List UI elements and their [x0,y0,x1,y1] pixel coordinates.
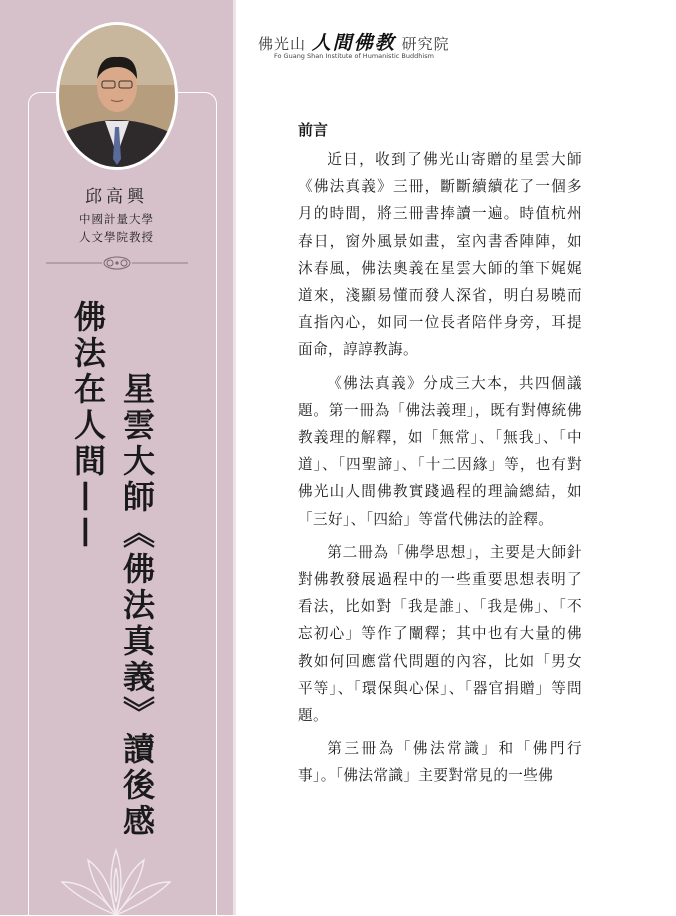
paragraph: 近日，收到了佛光山寄贈的星雲大師《佛法真義》三冊，斷斷續續花了一個多月的時間，將三冊書捧讀一遍。時值杭州春日，窗外風景如畫，室內書香陣陣，如沐春風，佛法奧義在星雲大師的筆下娓娓道來，淺顯易懂而發人深省，明白易曉而直指內心，如同一位長者陪伴身旁，耳提面命，諄諄教誨。 [298,151,582,359]
logo-subtitle: Fo Guang Shan Institute of Humanistic Buddhism [274,52,434,60]
page-edge-divider [233,0,236,915]
paragraph: 第二冊為「佛學思想」，主要是大師針對佛教發展過程中的一些重要思想表明了看法，比如對「我是誰」、「我是佛」、「不忘初心」等作了闡釋；其中也有大量的佛教如何回應當代問題的內容，比如「男女平等」、「環保與心保」、「器官捐贈」等問題。 [298,543,582,725]
author-photo [56,22,178,170]
logo-suffix: 研究院 [401,35,450,53]
author-affiliation-title: 人文學院教授 [79,230,154,244]
author-affiliation-university: 中國計量大學 [79,212,154,226]
paragraph: 《佛法真義》分成三大本，共四個議題。第一冊為「佛法義理」，既有對傳統佛教義理的解釋，如「無常」、「無我」、「中道」、「四聖諦」、「十二因緣」等，也有對佛光山人間佛教實踐過程的理論總結，如「三好」、「四給」等當代佛法的詮釋。 [298,374,582,528]
paragraph: 第三冊為「佛法常識」和「佛門行事」。「佛法常識」主要對常見的一些佛 [298,740,582,785]
lotus-ornament-icon [52,820,180,915]
logo-prefix: 佛光山 [258,35,307,53]
ornament-divider-icon [46,256,188,270]
institute-logo [258,28,458,68]
article-body [298,120,582,796]
logo-main-text: 人間佛教 [311,32,396,54]
section-heading: 前言 [298,121,329,139]
article-title-part1: 佛法在人間—— [69,300,107,552]
article-title-part2: 星雲大師《佛法真義》讀後感 [118,372,156,840]
author-name: 邱高興 [85,187,148,207]
